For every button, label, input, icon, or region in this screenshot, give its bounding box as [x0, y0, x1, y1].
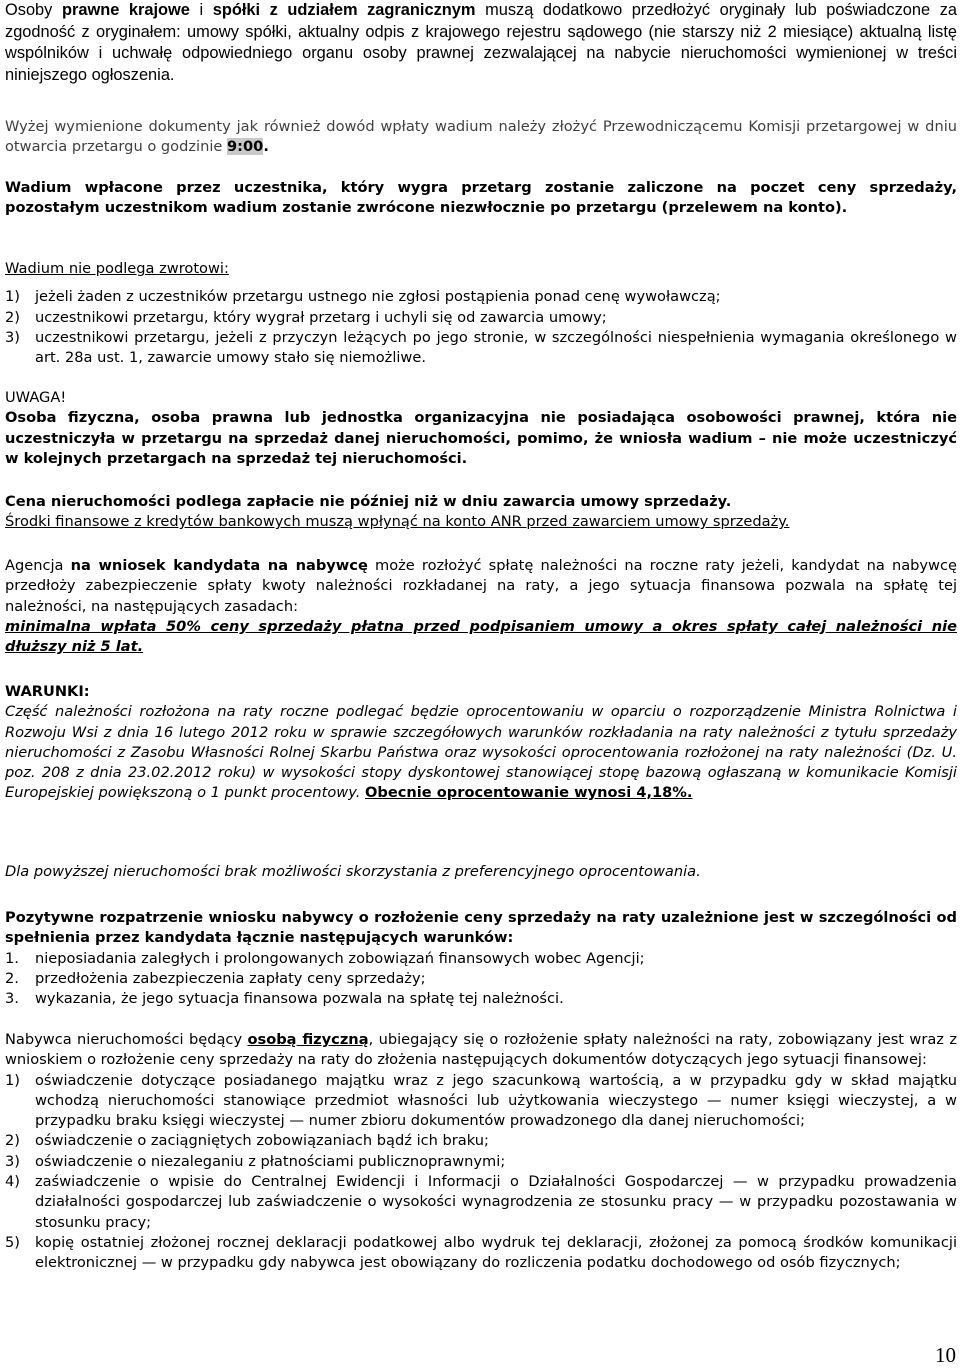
- deposit-credit-paragraph: [5, 178, 957, 219]
- text-span: muszą dodatkowo przedłożyć oryginały lub poświadczone za zgodność z oryginałem: umowy spółki, aktualny odpis z krajowego rejestru sądowego (nie starszy niż 2 miesiące) aktualną listę wspólników i uchwałę odpowiedniego organu osoby prawnej zezwalającej na nabycie nieruchomości wymienionej w treści niniejszego ogłoszenia.: [5, 1, 957, 85]
- natural-person-intro: Nabywca nieruchomości będący osobą fizyczną, ubiegający się o rozłożenie spłaty należności na raty, zobowiązany jest wraz z wnioskiem o rozłożenie ceny sprzedaży na raty do złożenia następujących dokumentów dotyczących jego sytuacji finansowej:: [5, 1031, 957, 1069]
- warning-text: Osoba fizyczna, osoba prawna lub jednostka organizacyjna nie posiadająca osobowości prawnej, która nie uczestniczyła w przetargu na sprzedaż danej nieruchomości, pomimo, że wniosła wadium – nie może uczestniczyć w kolejnych przetargach na sprzedaż tej nieruchomości.: [5, 409, 957, 467]
- note-text: Dla powyższej nieruchomości brak możliwości skorzystania z preferencyjnego oprocentowania.: [5, 863, 701, 880]
- page-number: 10: [935, 1343, 956, 1367]
- bold-span: spółki z udziałem zagranicznym: [212, 1, 476, 19]
- bold-span: osobą fizyczną: [247, 1031, 369, 1048]
- text-span: może rozłożyć spłatę należności na roczne raty jeżeli, kandydat na nabywcę przedłoży zabezpieczenie spłaty kwoty należności rozkładanej na raty, a jego sytuacja finansowa pozwala na spłatę tej należności, na następujących zasadach:: [5, 557, 957, 615]
- warning-section: [5, 388, 957, 469]
- payment-section: [5, 492, 957, 533]
- list-item: 3) oświadczenie o niezaleganiu z płatnościami publicznoprawnymi;: [5, 1152, 506, 1170]
- list-item: 3) uczestnikowi przetargu, jeżeli z przyczyn leżących po jego stronie, w szczególności niespełnienia wymagania określonego w art. 28a ust. 1, zawarcie umowy stało się niemożliwe.: [5, 328, 957, 367]
- warning-heading: UWAGA!: [5, 389, 67, 406]
- approval-heading: Pozytywne rozpatrzenie wniosku nabywcy o rozłożenie ceny sprzedaży na raty uzależnione jest w szczególności od spełnienia przez kandydata łącznie następujących warunków:: [5, 909, 957, 947]
- conditions-section: [5, 682, 957, 804]
- time-highlight: 9:00: [227, 138, 264, 156]
- approval-conditions-section: [5, 908, 957, 1009]
- documents-submission-paragraph: [5, 117, 957, 158]
- text-span: i: [189, 1, 213, 19]
- list-item: 2) uczestnikowi przetargu, który wygrał przetarg i uchyli się od zawarcia umowy;: [5, 308, 607, 326]
- preferential-interest-note: [5, 862, 957, 882]
- list-item: 3. wykazania, że jego sytuacja finansowa pozwala na spłatę tej należności.: [5, 990, 564, 1008]
- installments-paragraph: [5, 556, 957, 657]
- interest-text: Część należności rozłożona na raty roczne podlegać będzie oprocentowaniu w oparciu o rozporządzenie Ministra Rolnictwa i Rozwoju Wsi z dnia 16 lutego 2012 roku w sprawie szczegółowych warunków rozkładania na raty należności z tytułu sprzedaży nieruchomości z Zasobu Własności Rolnej Skarbu Państwa oraz wysokości oprocentowania rozłożonej na raty należności (Dz. U. poz. 208 z dnia 23.02.2012 roku) w wysokości stopy dyskontowej stanowiącej stopę bazową ogłaszaną w komunikacie Komisji Europejskiej powiększoną o 1 punkt procentowy. Obecnie oprocentowanie wynosi 4,18%.: [5, 703, 957, 802]
- list-item: 4) zaświadczenie o wpisie do Centralnej Ewidencji i Informacji o Działalności Gospodarczej — w przypadku prowadzenia działalności gospodarczej lub zaświadczenie o wysokości wynagrodzenia ze stosunku pracy — w przypadku pozostawania w stosunku pracy;: [5, 1173, 957, 1231]
- bold-span: prawne krajowe: [61, 1, 190, 19]
- legal-entities-paragraph: [5, 0, 957, 87]
- list-item: 2) oświadczenie o zaciągniętych zobowiązaniach bądź ich braku;: [5, 1132, 489, 1150]
- list-item: 1. nieposiadania zaległych i prolongowanych zobowiązań finansowych wobec Agencji;: [5, 949, 645, 967]
- list-item: 1) oświadczenie dotyczące posiadanego majątku wraz z jego szacunkową wartością, a w przypadku gdy w skład majątku wchodzą nieruchomości stanowiące przedmiot własności lub użytkowania wieczystego — numer księgi wieczystej, a w przypadku braku księgi wieczystej — numer zbioru dokumentów prowadzonego dla danej nieruchomości;: [5, 1071, 957, 1130]
- installment-terms: minimalna wpłata 50% ceny sprzedaży płatna przed podpisaniem umowy a okres spłaty całej należności nie dłuższy niż 5 lat.: [5, 617, 957, 656]
- natural-person-section: [5, 1030, 957, 1274]
- text-span: Osoby: [5, 1, 62, 19]
- bold-span: na wniosek kandydata na nabywcę: [70, 557, 368, 574]
- list-item: 5) kopię ostatniej złożonej rocznej deklaracji podatkowej albo wydruk tej deklaracji, złożonej za pomocą środków komunikacji elektronicznej — w przypadku gdy nabywca jest obowiązany do rozliczenia podatku dochodowego od osób fizycznych;: [5, 1233, 957, 1272]
- deposit-nonrefund-section: [5, 259, 957, 368]
- interest-rate: Obecnie oprocentowanie wynosi 4,18%.: [365, 784, 693, 802]
- list-item: 2. przedłożenia zabezpieczenia zapłaty ceny sprzedaży;: [5, 969, 426, 987]
- list-item: 1) jeżeli żaden z uczestników przetargu ustnego nie zgłosi postąpienia ponad cenę wywoławczą;: [5, 288, 721, 306]
- section-heading: Wadium nie podlega zwrotowi:: [5, 260, 229, 277]
- payment-deadline-text: Cena nieruchomości podlega zapłacie nie później niż w dniu zawarcia umowy sprzedaży.: [5, 493, 732, 510]
- text-span: Wadium wpłacone przez uczestnika, który wygra przetarg zostanie zaliczone na poczet ceny sprzedaży, pozostałym uczestnikom wadium zostanie zwrócone niezwłocznie po przetargu (przelewem na konto).: [5, 179, 957, 217]
- text-span: Agencja: [5, 557, 71, 574]
- nonrefund-list: [5, 287, 957, 368]
- approval-list: [5, 949, 957, 1010]
- documents-list: [5, 1071, 957, 1274]
- text-span: Wyżej wymienione dokumenty jak również dowód wpłaty wadium należy złożyć Przewodniczącemu Komisji przetargowej w dniu otwarcia przetargu o godzinie: [5, 118, 957, 156]
- bank-credit-text: Środki finansowe z kredytów bankowych muszą wpłynąć na konto ANR przed zawarciem umowy sprzedaży.: [5, 513, 790, 531]
- text-span: .: [263, 138, 269, 156]
- conditions-heading: WARUNKI:: [5, 683, 90, 700]
